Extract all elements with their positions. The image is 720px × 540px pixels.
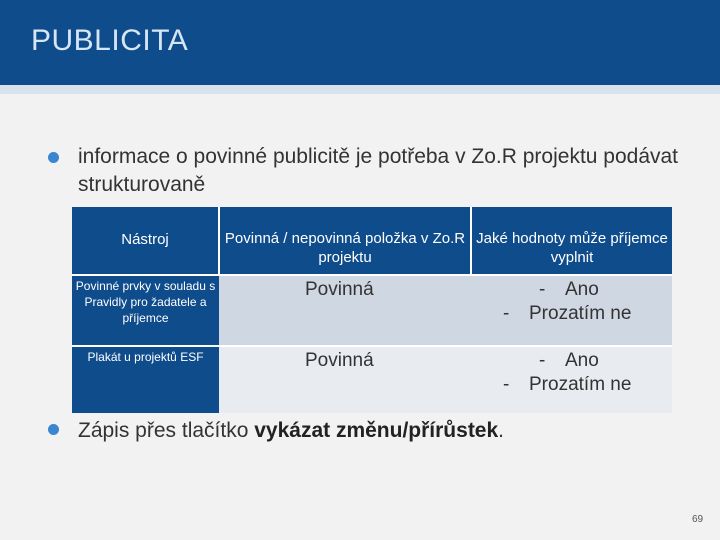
cell-required (219, 275, 471, 346)
required-value: Povinná (305, 279, 374, 300)
header-divider (0, 85, 720, 94)
column-header-required: Povinná / nepovinná položka v Zo.R projektu (219, 207, 471, 275)
value-not-yet: Prozatím ne (529, 303, 632, 324)
column-header-tool: Nástroj (72, 207, 219, 275)
bullet-text-2 (78, 417, 698, 445)
bullet-icon (48, 152, 59, 163)
cell-required (219, 346, 471, 413)
cell-values (471, 346, 672, 413)
bullet-2-prefix: Zápis přes tlačítko (78, 419, 255, 442)
cell-tool: Povinné prvky v souladu s Pravidly pro žadatele a příjemce (72, 275, 219, 346)
publicity-table (72, 207, 672, 413)
slide-header (0, 0, 720, 85)
value-line: - Prozatím ne (503, 374, 632, 395)
value-not-yet: Prozatím ne (529, 374, 632, 395)
bullet-icon (48, 424, 59, 435)
slide-title: PUBLICITA (31, 24, 189, 57)
value-line: - Prozatím ne (503, 303, 632, 324)
cell-values (471, 275, 672, 346)
required-value: Povinná (305, 350, 374, 371)
column-header-values: Jaké hodnoty může příjemce vyplnit (471, 207, 672, 275)
bullet-2-bold: vykázat změnu/přírůstek (254, 419, 499, 442)
page-number: 69 (692, 514, 704, 525)
bullet-text-1: informace o povinné publicitě je potřeba v Zo.R projektu podávat strukturovaně (78, 145, 679, 196)
value-yes: Ano (565, 350, 599, 371)
table-header-row (72, 207, 672, 275)
table-row (72, 275, 672, 346)
bullet-2-suffix: . (498, 419, 505, 442)
value-yes: Ano (565, 279, 599, 300)
cell-tool: Plakát u projektů ESF (72, 346, 219, 413)
value-line: - Ano (539, 279, 599, 300)
table-row (72, 346, 672, 413)
value-line: - Ano (539, 350, 599, 371)
